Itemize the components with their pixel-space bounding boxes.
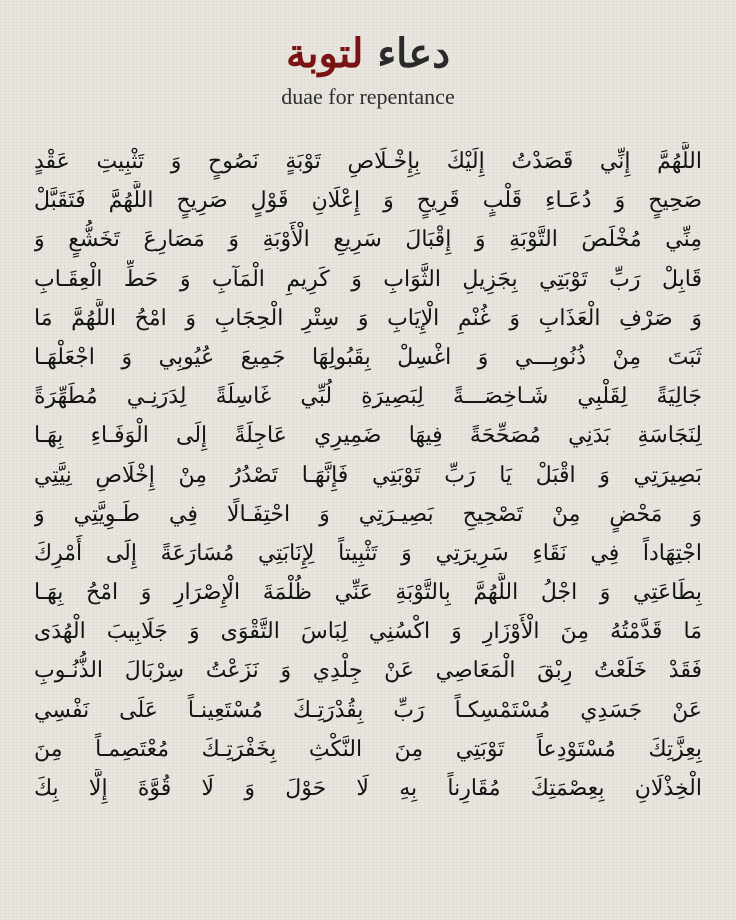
title-block <box>34 26 702 122</box>
prayer-line: بِطَاعَتِي وَ اجْلُ اللَّهُمَّ بِالتَّوْبَةِ عَنِّي ظُلْمَةَ الْإِصْرَارِ وَ امْحُ بِهَـا <box>34 580 702 606</box>
prayer-line: وَ صَرْفِ الْعَذَابِ وَ غُنْمِ الْإِيَابِ وَ سِتْرِ الْحِجَابِ وَ امْحُ اللَّهُمَّ مَا <box>34 305 702 331</box>
prayer-line: اللَّهُمَّ إِنِّي قَصَدْتُ إِلَيْكَ بِإِخْـلَاصِ تَوْبَةٍ نَصُوحٍ وَ تَثْبِيتِ عَقْدٍ <box>34 149 702 174</box>
prayer-line: وَ مَحْضٍ مِنْ تَصْحِيحِ بَصِيـرَتِي وَ احْتِفَـالًا فِي طَـوِيَّتِي وَ <box>34 501 702 527</box>
title-word-dua: دعاء <box>377 30 451 77</box>
page-title <box>34 26 702 82</box>
prayer-line: صَحِيحٍ وَ دُعَـاءِ قَلْبٍ قَرِيحٍ وَ إِعْلَانِ قَوْلٍ صَرِيحٍ اللَّهُمَّ فَتَقَبَّلْ <box>34 188 702 214</box>
prayer-line: بِعِزَّتِكَ مُسْتَوْدِعاً تَوْبَتِي مِنَ النَّكْثِ بِخَفْرَتِـكَ مُعْتَصِمـاً مِنَ <box>34 736 702 762</box>
prayer-line: عَنْ جَسَدِي مُسْتَمْسِكـاً رَبِّ بِقُدْرَتِـكَ مُسْتَعِينـاً عَلَى نَفْسِي <box>34 697 702 723</box>
prayer-line: بَصِيرَتِي وَ اقْبَلْ يَا رَبِّ تَوْبَتِي فَإِنَّهَـا تَصْدُرُ مِنْ إِخْلَاصِ نِيَّتِي <box>34 462 702 488</box>
title-word-repentance: لتوبة <box>285 30 364 77</box>
prayer-line: فَقَدْ خَلَعْتُ رِبْقَ الْمَعَاصِي عَنْ جِلْدِي وَ نَزَعْتُ سِرْبَالَ الذُّنُـوبِ <box>34 658 702 684</box>
prayer-line: اجْتِهَاداً فِي نَقَاءِ سَرِيرَتِي وَ تَثْبِيتاً لِإِنَابَتِي مُسَارَعَةً إِلَى أَمْرِكَ <box>34 540 702 566</box>
prayer-line: قَابِلْ رَبِّ تَوْبَتِي بِجَزِيلِ الثَّوَابِ وَ كَرِيمِ الْمَآبِ وَ حَطِّ الْعِقَـابِ <box>34 266 702 292</box>
prayer-line: ثَبَتَ مِنْ ذُنُوبِـــي وَ اغْسِلْ بِقَبُولِهَا جَمِيعَ عُيُوبِي وَ اجْعَلْهَـا <box>34 344 702 370</box>
prayer-line: الْخِذْلَانِ بِعِصْمَتِكَ مُقَارِناً بِهِ لَا حَوْلَ وَ لَا قُوَّةَ إِلَّا بِكَ <box>34 776 702 801</box>
page-subtitle: duae for repentance <box>281 84 455 109</box>
prayer-line: جَالِيَةً لِقَلْبِي شَـاخِصَـــةً لِبَصِيرَةِ لُبِّي غَاسِلَةً لِدَرَنِـي مُطَهِّرَةً <box>34 384 702 410</box>
prayer-line: مَا قَدَّمْتُهُ مِنَ الْأَوْزَارِ وَ اكْسُنِي لِبَاسَ التَّقْوَى وَ جَلَابِيبَ الْهُدَى <box>34 619 702 645</box>
prayer-line: مِنِّي مُخْلَصَ التَّوْبَةِ وَ إِقْبَالَ سَرِيعِ الْأَوْبَةِ وَ مَصَارِعَ تَخَشُّعٍ وَ <box>34 227 702 253</box>
prayer-text <box>34 142 702 808</box>
prayer-line: لِنَجَاسَةِ بَدَنِي مُصَحِّحَةً فِيهَا ضَمِيرِي عَاجِلَةً إِلَى الْوَفَـاءِ بِهَـا <box>34 423 702 449</box>
